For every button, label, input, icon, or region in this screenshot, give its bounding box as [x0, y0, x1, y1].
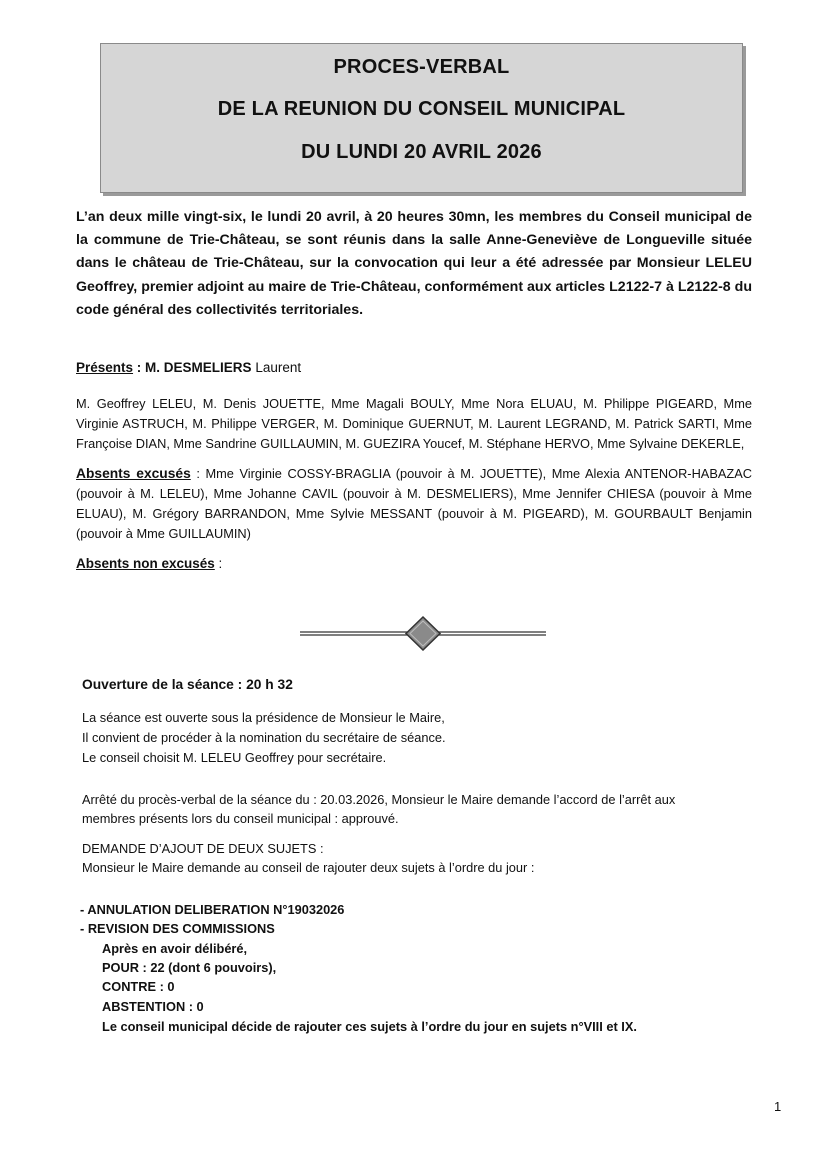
- vote-decision: Le conseil municipal décide de rajouter ces sujets à l’ordre du jour en sujets n°VIII et IX.: [102, 1019, 637, 1034]
- members-list: M. Geoffrey LELEU, M. Denis JOUETTE, Mme Magali BOULY, Mme Nora ELUAU, M. Philippe PIGEARD, Mme Virginie ASTRUCH, M. Philippe VERGER, M. Dominique GUERNUT, M. Laurent LEGRAND, M. Patrick SARTI, Mme Françoise DIAN, Mme Sandrine GUILLAUMIN, M. GUEZIRA Youcef, M. Stéphane HERVO, Mme Sylvaine DEKERLE,: [76, 396, 752, 451]
- item-annulation: - ANNULATION DELIBERATION N°19032026: [80, 902, 345, 917]
- text-line-3: Le conseil choisit M. LELEU Geoffrey pour secrétaire.: [82, 750, 387, 765]
- title-line-1: PROCES-VERBAL: [333, 56, 510, 78]
- title-line-3: DU LUNDI 20 AVRIL 2026: [301, 141, 542, 163]
- text-line-7: Monsieur le Maire demande au conseil de rajouter deux sujets à l’ordre du jour :: [82, 860, 535, 875]
- absents-non-excuses-label: Absents non excusés: [76, 556, 215, 571]
- title-box: [100, 43, 743, 193]
- presents-sep: :: [133, 360, 146, 375]
- item-revision: - REVISION DES COMMISSIONS: [80, 921, 275, 936]
- ouverture-heading: Ouverture de la séance : 20 h 32: [82, 677, 293, 692]
- intro-paragraph: L’an deux mille vingt-six, le lundi 20 avril, à 20 heures 30mn, les membres du Conseil municipal de la commune de Trie-Château, se sont réunis dans la salle Anne-Geneviève de Longueville située dans le château de Trie-Château, sur la convocation qui leur a été adressée par Monsieur LELEU Geoffrey, premier adjoint au maire de Trie-Château, conformément aux articles L2122-7 à L2122-8 du code général des collectivités territoriales.: [76, 209, 752, 318]
- absents-excuses-label: Absents excusés: [76, 466, 191, 481]
- absents-non-excuses: [76, 556, 222, 571]
- presents-line: [76, 360, 301, 375]
- vote-abstention: ABSTENTION : 0: [102, 999, 204, 1014]
- absents-excuses: [76, 464, 752, 544]
- absents-non-excuses-text: :: [214, 556, 223, 571]
- vote-pour: POUR : 22 (dont 6 pouvoirs),: [102, 960, 277, 975]
- text-line-4: Arrêté du procès-verbal de la séance du : 20.03.2026, Monsieur le Maire demande l’accord de l’arrêt aux: [82, 792, 676, 807]
- presents-first: Laurent: [251, 360, 302, 375]
- vote-intro: Après en avoir délibéré,: [102, 941, 248, 956]
- text-line-5: membres présents lors du conseil municipal : approuvé.: [82, 811, 399, 826]
- absents-excuses-text: : Mme Virginie COSSY-BRAGLIA (pouvoir à M. JOUETTE), Mme Alexia ANTENOR-HABAZAC (pouvoir à M. LELEU), Mme Johanne CAVIL (pouvoir à M. DESMELIERS), Mme Jennifer CHIESA (pouvoir à Mme ELUAU), M. Grégory BARRANDON, Mme Sylvie MESSANT (pouvoir à M. PIGEARD), M. GOURBAULT Benjamin (pouvoir à Mme GUILLAUMIN): [76, 466, 753, 541]
- text-line-6: DEMANDE D’AJOUT DE DEUX SUJETS :: [82, 841, 324, 856]
- vote-contre: CONTRE : 0: [102, 979, 175, 994]
- page-number: 1: [774, 1099, 782, 1114]
- presents-name: M. DESMELIERS: [145, 360, 252, 375]
- presents-label: Présents: [76, 360, 134, 375]
- section-divider: [300, 615, 546, 651]
- title-line-2: DE LA REUNION DU CONSEIL MUNICIPAL: [217, 98, 626, 120]
- text-line-1: La séance est ouverte sous la présidence de Monsieur le Maire,: [82, 710, 445, 725]
- divider-diamond-icon: [406, 617, 440, 650]
- text-line-2: Il convient de procéder à la nomination du secrétaire de séance.: [82, 730, 446, 745]
